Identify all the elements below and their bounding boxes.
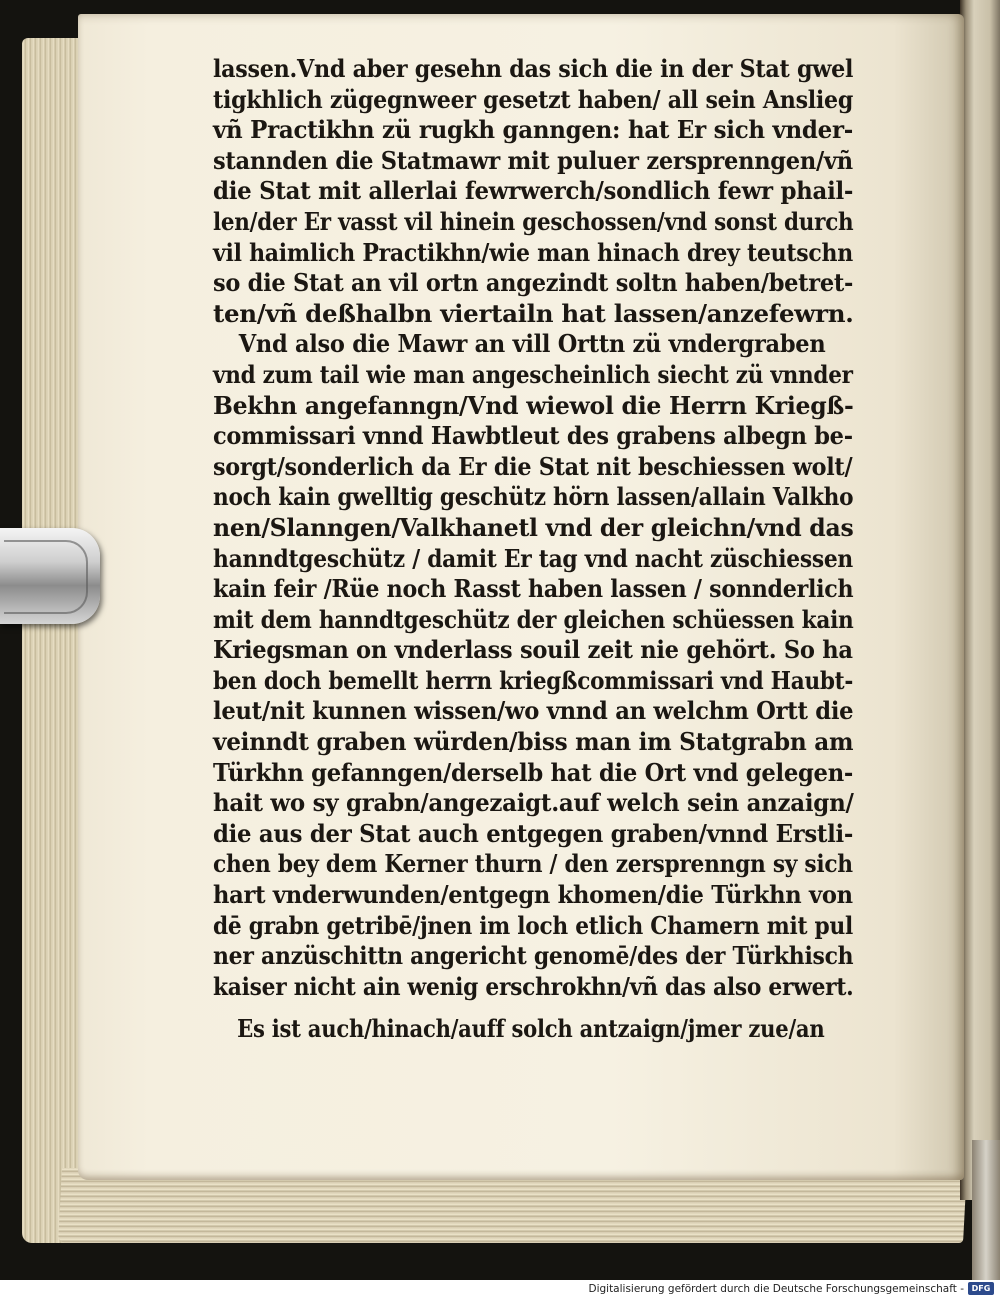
text-line: Bekhn angefanngn/Vnd wiewol die Herrn Kriegß- [213,390,854,420]
page-text [213,54,853,1045]
text-line: hait wo sy grabn/angezaigt.auf welch sein anzaign/ [213,788,854,818]
dfg-logo: DFG [968,1282,994,1295]
binding-edge [972,1140,1000,1280]
clip-rim [4,540,88,614]
text-line: stannden die Statmawr mit puluer zersprenngen/vñ [213,145,853,175]
text-line: so die Stat an vil ortn angezindt soltn haben/betret- [213,268,854,298]
text-line: dē grabn getribē/jnen im loch etlich Chamern mit pul [213,910,853,940]
text-line: Kriegsman on vnderlass souil zeit nie gehört. So ha [213,635,853,665]
text-line: die Stat mit allerlai fewrwerch/sondlich fewr phail- [213,176,854,206]
text-line: Vnd also die Mawr an vill Orttn zü vndergraben [238,329,826,359]
text-line: vil haimlich Practikhn/wie man hinach drey teutschn [213,237,853,267]
text-line: lassen.Vnd aber gesehn das sich die in der Stat gwel [213,54,854,83]
text-line: ner anzüschittn angericht genomē/des der Türkhisch [213,941,854,971]
text-line: kain feir /Rüe noch Rasst haben lassen / sonnderlich [213,574,854,604]
text-line: vnd zum tail wie man angescheinlich siecht zü vnnder [213,359,853,389]
paragraph-gap [213,1002,853,1014]
text-line: ten/vñ deßhalbn viertailn hat lassen/anzefewrn. [213,298,854,328]
text-line: nen/Slanngen/Valkhanetl vnd der gleichn/vnd das [213,512,854,542]
text-line: Es ist auch/hinach/auff solch antzaign/jmer zue/an [237,1014,825,1044]
text-line: veinndt graben würden/biss man im Statgrabn am [213,727,854,757]
text-line: mit dem hanndtgeschütz der gleichen schüessen kain [213,604,854,634]
text-line: die aus der Stat auch entgegen graben/vnnd Erstli- [213,818,854,848]
text-line: len/der Er vasst vil hinein geschossen/vnd sonst durch [213,206,854,236]
text-line: commissari vnnd Hawbtleut des grabens albegn be- [213,421,853,451]
funding-credit: Digitalisierung gefördert durch die Deutsche Forschungsgemeinschaft - [588,1283,964,1295]
text-line: hanndtgeschütz / damit Er tag vnd nacht züschiessen [213,543,853,573]
text-line: Türkhn gefanngen/derselb hat die Ort vnd gelegen- [213,757,854,787]
text-line: noch kain gwelltig geschütz hörn lassen/allain Valkho [213,482,854,512]
text-line: ben doch bemellt herrn kriegßcommissari vnd Haubt- [213,665,854,695]
page-clip [0,528,100,624]
text-line: chen bey dem Kerner thurn / den zersprenngn sy sich [213,849,853,879]
text-line: vñ Practikhn zü rugkh ganngen: hat Er sich vnder- [213,115,854,145]
text-line: tigkhlich zügegnweer gesetzt haben/ all sein Anslieg [213,84,854,114]
book-gutter [960,0,1000,1200]
text-line: leut/nit kunnen wissen/wo vnnd an welchm Ortt die [213,696,854,726]
text-line: kaiser nicht ain wenig erschrokhn/vñ das also erwert. [213,971,854,1001]
text-line: hart vnderwunden/entgegn khomen/die Türkhn von [213,880,853,910]
text-line: sorgt/sonderlich da Er die Stat nit beschiessen wolt/ [213,451,853,481]
